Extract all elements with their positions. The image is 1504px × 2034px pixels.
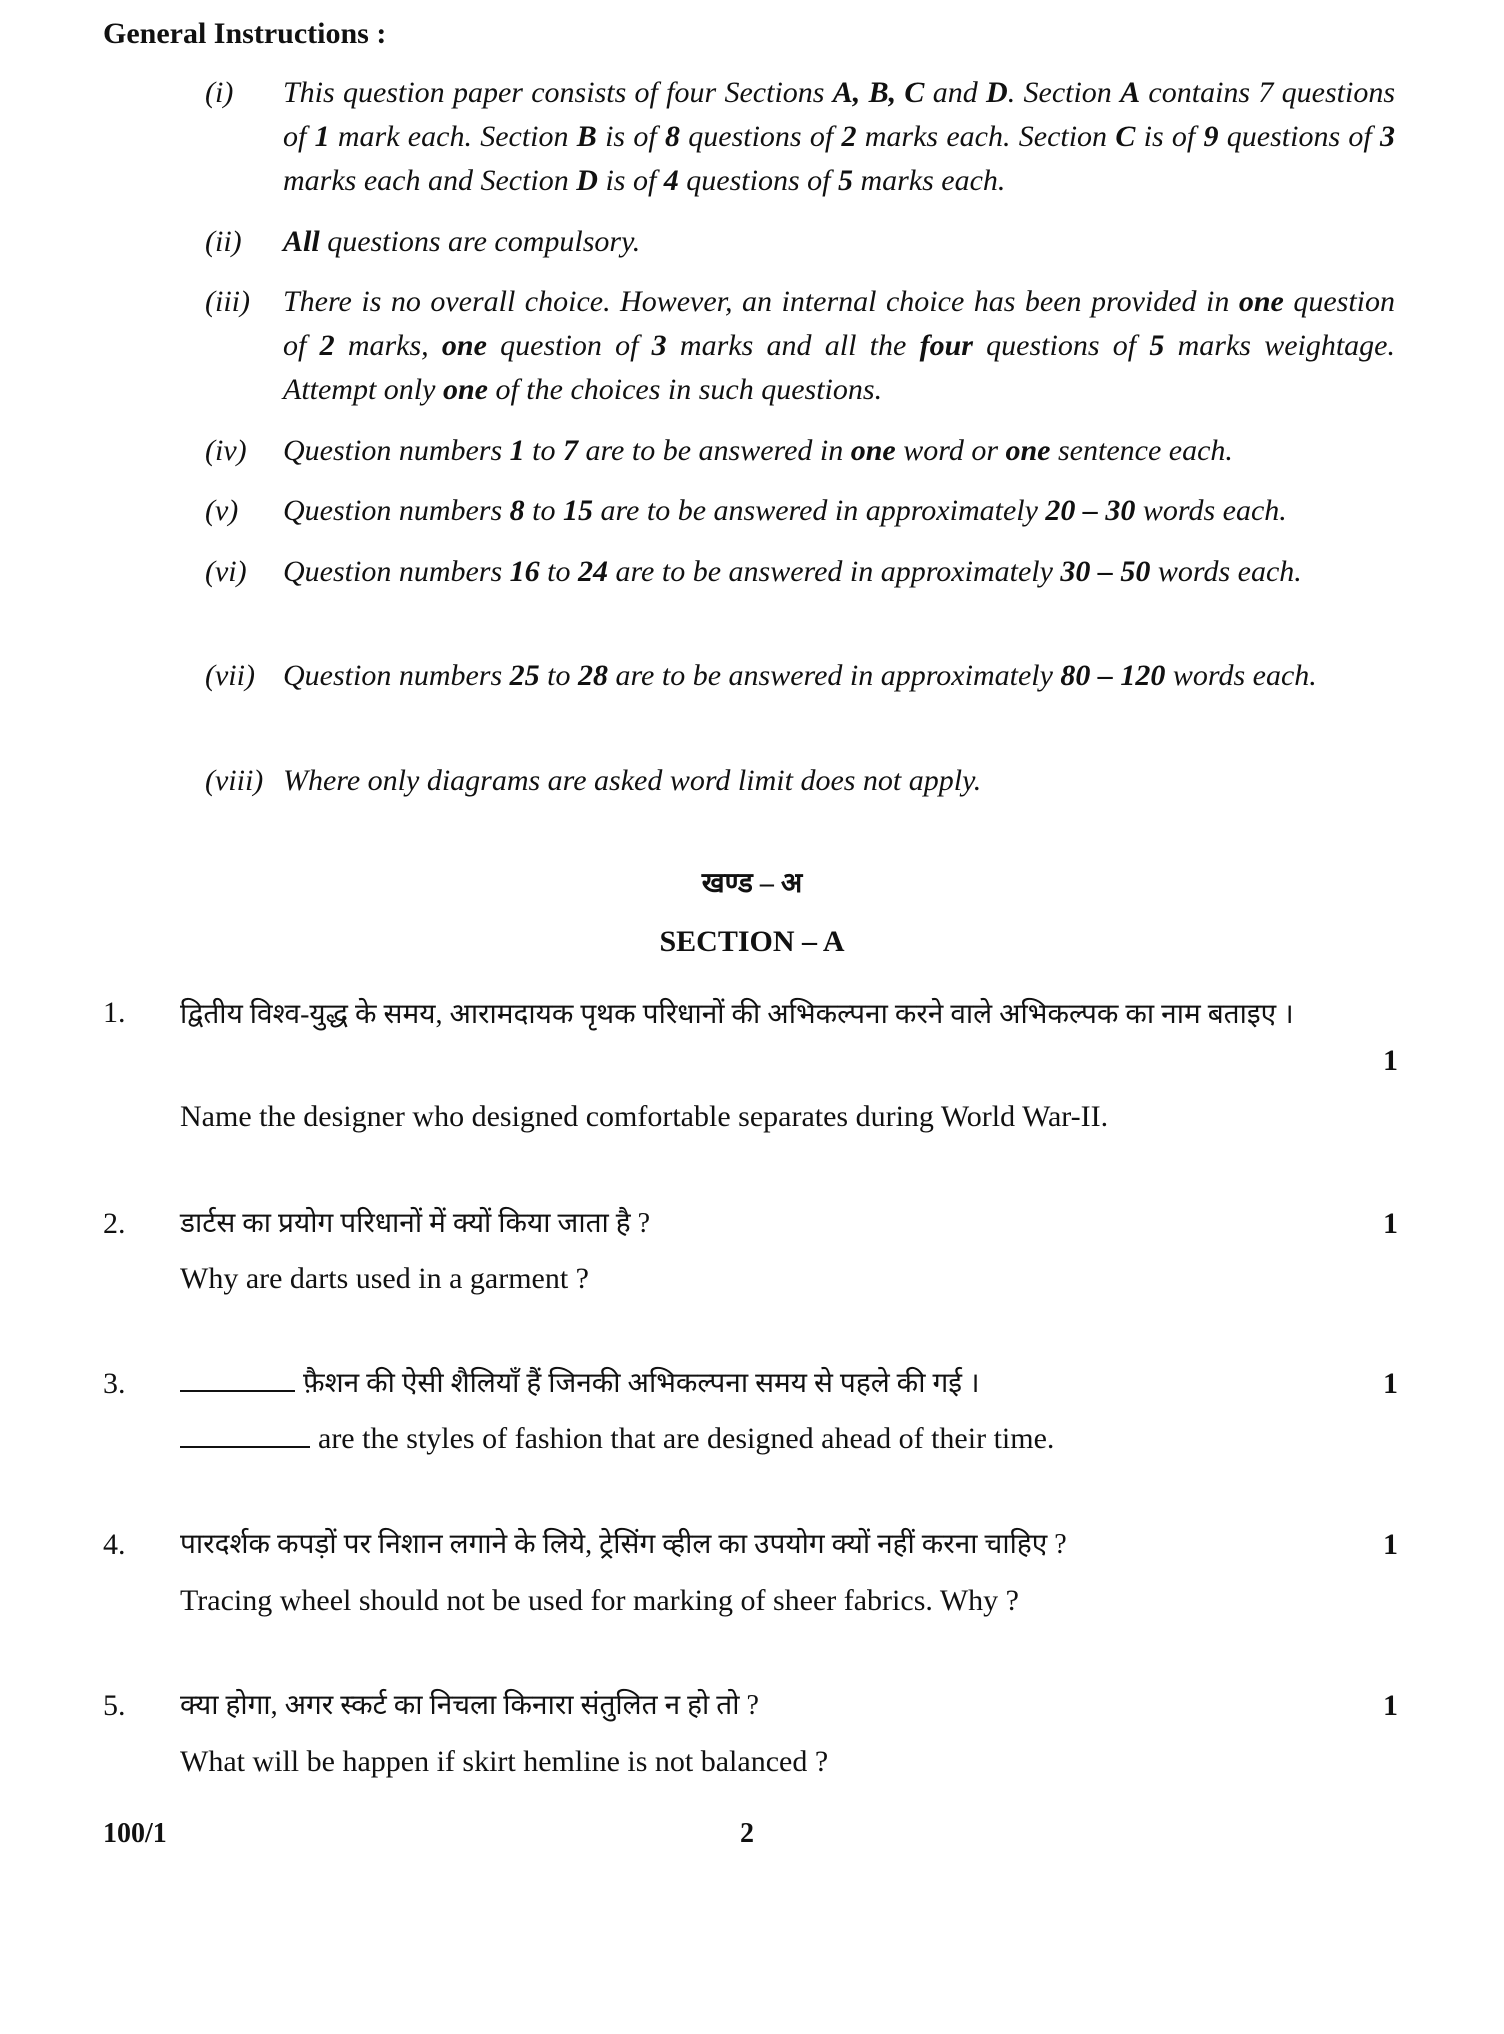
text-run: word or [895,434,1006,467]
paper-code: 100/1 [103,1818,167,1849]
question-text-hindi: फ़ैशन की ऐसी शैलियाँ हैं जिनकी अभिकल्पना समय से पहले की गई । [303,1368,980,1399]
question-number: 2. [103,1207,126,1240]
instruction-number: (vii) [205,659,255,692]
instruction-text [283,654,1395,698]
text-run: marks each and Section [283,164,577,197]
page-number: 2 [740,1818,754,1849]
text-run: to [539,555,578,588]
question-text-english: What will be happen if skirt hemline is not balanced ? [180,1745,829,1778]
text-run: words each. [1135,494,1287,527]
emphasis-text: 28 [578,659,608,692]
text-run: marks each. Section [856,120,1116,153]
emphasis-text: 4 [663,164,679,197]
emphasis-text: 15 [563,494,593,527]
text-run: marks weightage. Attempt only [283,329,1395,406]
text-run: marks, [334,329,442,362]
text-run: Question numbers [283,434,510,467]
question-number: 3. [103,1367,126,1400]
fill-in-blank [180,1364,295,1392]
text-run: Question numbers [283,659,510,692]
instruction-text [283,759,1395,803]
instruction-number: (iii) [205,285,250,318]
text-run: This question paper consists of four Sections [283,76,833,109]
text-run: questions of [679,120,842,153]
instruction-text [283,550,1395,594]
text-run: to [539,659,578,692]
emphasis-text: 3 [651,329,667,362]
emphasis-text: 5 [837,164,853,197]
question-marks: 1 [1383,1207,1398,1240]
section-heading-english: SECTION – A [659,925,845,958]
emphasis-text: 24 [578,555,608,588]
question-text-english-line [180,1417,1054,1461]
emphasis-text: D [576,164,598,197]
question-marks: 1 [1383,1044,1398,1077]
emphasis-text: 9 [1203,120,1219,153]
question-number: 1. [103,996,126,1029]
emphasis-text: A, B, C [832,76,925,109]
text-run: questions of [972,329,1150,362]
text-run: are to be answered in [578,434,851,467]
text-run: Question numbers [283,555,510,588]
text-run: questions are compulsory. [319,225,641,258]
emphasis-text: 2 [841,120,857,153]
emphasis-text: four [919,329,973,362]
instruction-text [283,280,1395,412]
emphasis-text: 20 – 30 [1045,494,1136,527]
instruction-number: (viii) [205,764,264,797]
question-text-english: Name the designer who designed comfortable separates during World War-II. [180,1100,1109,1133]
text-run: marks each. [852,164,1006,197]
emphasis-text: 8 [509,494,525,527]
instruction-text [283,220,1395,264]
text-run: questions of [1218,120,1381,153]
emphasis-text: 25 [509,659,540,692]
emphasis-text: 80 – 120 [1060,659,1166,692]
text-run: sentence each. [1050,434,1233,467]
text-run: is of [596,120,665,153]
text-run: are to be answered in approximately [608,659,1061,692]
emphasis-text: 16 [509,555,540,588]
emphasis-text: D [986,76,1008,109]
question-text-hindi: द्वितीय विश्व-युद्ध के समय, आरामदायक पृथक परिधानों की अभिकल्पना करने वाले अभिकल्पक का नाम बताइए । [180,999,1294,1030]
emphasis-text: B [576,120,597,153]
emphasis-text: 1 [314,120,330,153]
text-run: marks and all the [666,329,920,362]
text-run: words each. [1165,659,1317,692]
emphasis-text: A [1120,76,1141,109]
text-run: . Section [1007,76,1121,109]
text-run: words each. [1150,555,1302,588]
text-run: to [524,494,563,527]
question-text-english: Why are darts used in a garment ? [180,1262,589,1295]
instruction-number: (ii) [205,225,242,258]
emphasis-text: one [442,373,488,406]
emphasis-text: C [1115,120,1136,153]
text-run: are to be answered in approximately [608,555,1061,588]
question-text-hindi: पारदर्शक कपड़ों पर निशान लगाने के लिये, ट्रेसिंग व्हील का उपयोग क्यों नहीं करना चाहिए ? [180,1529,1067,1560]
text-run: of the choices in such questions. [487,373,883,406]
text-run: are to be answered in approximately [593,494,1046,527]
question-text-english: are the styles of fashion that are designed ahead of their time. [318,1422,1055,1455]
emphasis-text: 8 [664,120,680,153]
emphasis-text: 7 [563,434,578,467]
question-number: 5. [103,1689,126,1722]
question-number: 4. [103,1528,126,1561]
instruction-text [283,429,1395,473]
emphasis-text: 1 [509,434,525,467]
emphasis-text: one [1005,434,1051,467]
text-run: Where only diagrams are asked word limit does not apply. [283,764,982,797]
section-heading-hindi: खण्ड – अ [701,868,803,899]
text-run: question of [486,329,652,362]
emphasis-text: 5 [1149,329,1165,362]
text-run: contains 7 questions of [283,76,1396,153]
emphasis-text: 30 – 50 [1060,555,1151,588]
instruction-text [283,489,1395,533]
emphasis-text: All [283,225,320,258]
general-instructions-title: General Instructions : [103,17,387,50]
text-run: Question numbers [283,494,510,527]
question-marks: 1 [1383,1528,1398,1561]
instruction-number: (iv) [205,434,247,467]
text-run: to [524,434,563,467]
text-run: There is no overall choice. However, an internal choice has been provided in [283,285,1239,318]
instruction-text [283,71,1395,203]
question-marks: 1 [1383,1689,1398,1722]
question-text-english: Tracing wheel should not be used for marking of sheer fabrics. Why ? [180,1584,1019,1617]
instruction-number: (vi) [205,555,247,588]
text-run: is of [597,164,664,197]
instruction-number: (i) [205,76,234,109]
emphasis-text: one [850,434,896,467]
emphasis-text: one [1238,285,1284,318]
text-run: and [924,76,987,109]
text-run: questions of [678,164,838,197]
emphasis-text: 2 [319,329,335,362]
fill-in-blank [180,1420,310,1448]
question-text-hindi: डार्टस का प्रयोग परिधानों में क्यों किया जाता है ? [180,1208,651,1239]
text-run: question of [283,285,1395,362]
instruction-number: (v) [205,494,239,527]
question-text-hindi: क्या होगा, अगर स्कर्ट का निचला किनारा संतुलित न हो तो ? [180,1690,759,1721]
question-marks: 1 [1383,1367,1398,1400]
text-run: mark each. Section [329,120,577,153]
question-text-hindi-line [180,1360,1340,1408]
emphasis-text: one [441,329,487,362]
text-run: is of [1135,120,1204,153]
emphasis-text: 3 [1380,120,1396,153]
